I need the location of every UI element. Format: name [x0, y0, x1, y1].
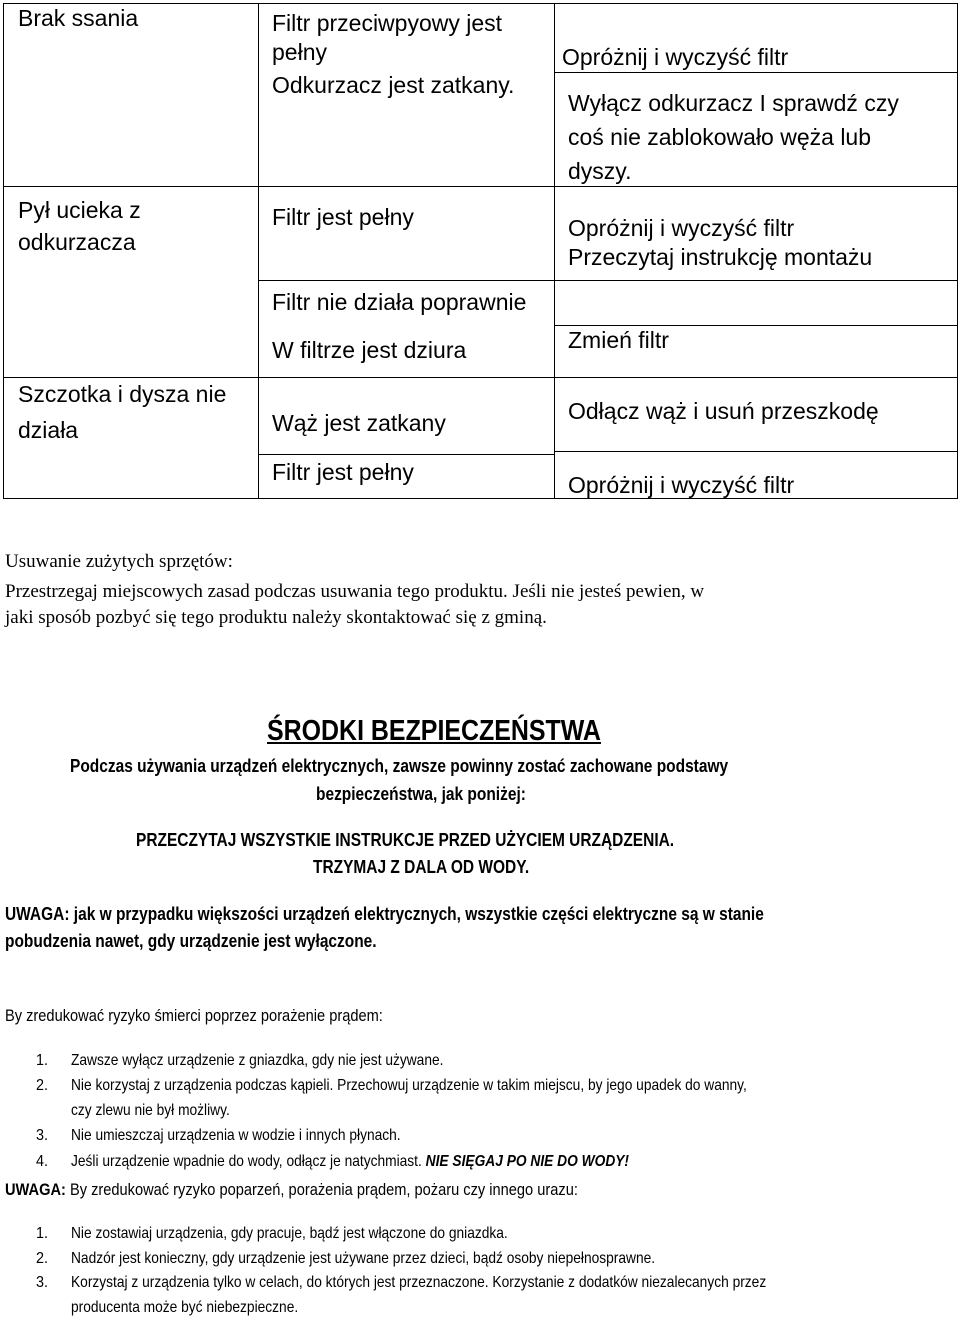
- list-item: Zawsze wyłącz urządzenie z gniazdka, gdy nie jest używane.: [71, 1052, 444, 1069]
- problem-no-suction: Brak ssania: [18, 5, 139, 31]
- disposal-text-line2: jaki sposób pozbyć się tego produktu należy skontaktować się z gminą.: [5, 607, 547, 628]
- cause-hose-clogged: Wąż jest zatkany: [272, 410, 446, 436]
- burn-warning-text: By zredukować ryzyko poparzeń, porażenia prądem, pożaru czy innego urazu:: [65, 1180, 578, 1199]
- list-item: Korzystaj z urządzenia tylko w celach, do których jest przeznaczone. Korzystanie z dodatków niezalecanych przez: [71, 1274, 767, 1291]
- warning-line2: pobudzenia nawet, gdy urządzenie jest wyłączone.: [5, 931, 377, 951]
- cause-filter-full: Filtr jest pełny: [272, 204, 414, 230]
- list-item: Nie korzystaj z urządzenia podczas kąpieli. Przechowuj urządzenie w takim miejscu, by jego upadek do wanny,: [71, 1077, 747, 1094]
- solution-empty-clean-filter: Opróżnij i wyczyść filtr: [562, 44, 789, 70]
- list-number: 3.: [36, 1274, 49, 1291]
- disposal-heading: Usuwanie zużytych sprzętów:: [5, 551, 233, 572]
- problem-dust-escapes-line1: Pył ucieka z: [18, 197, 141, 223]
- cause-filter-full-2: Filtr jest pełny: [272, 459, 414, 485]
- burn-warning: [5, 1179, 578, 1200]
- water-emphasis: NIE SIĘGAJ PO NIE DO WODY!: [425, 1153, 630, 1170]
- keep-away-water-notice: TRZYMAJ Z DALA OD WODY.: [313, 857, 530, 877]
- solution-empty-clean-filter-2: Opróżnij i wyczyść filtr: [568, 215, 795, 241]
- list-number: 3.: [36, 1127, 49, 1144]
- list-item-text: Jeśli urządzenie wpadnie do wody, odłącz je natychmiast.: [71, 1153, 426, 1170]
- list-number: 1.: [36, 1225, 49, 1242]
- list-item: Nadzór jest konieczny, gdy urządzenie jest używane przez dzieci, bądź osoby niepełnosprawne.: [71, 1250, 656, 1267]
- list-item: Nie umieszczaj urządzenia w wodzie i innych płynach.: [71, 1127, 401, 1144]
- safety-intro-line1: Podczas używania urządzeń elektrycznych, zawsze powinny zostać zachowane podstawy: [70, 756, 729, 776]
- disposal-text-line1: Przestrzegaj miejscowych zasad podczas usuwania tego produktu. Jeśli nie jesteś pewien, w: [5, 581, 705, 602]
- solution-check-hose-line3: dyszy.: [568, 158, 632, 184]
- cause-filter-hole: W filtrze jest dziura: [272, 337, 467, 363]
- troubleshooting-table: [0, 0, 960, 500]
- list-item-continued: producenta może być niebezpieczne.: [71, 1299, 299, 1316]
- cause-filter-malfunction: Filtr nie działa poprawnie: [272, 289, 527, 315]
- list-number: 1.: [36, 1052, 49, 1069]
- list-number: 2.: [36, 1077, 49, 1094]
- solution-check-hose-line2: coś nie zablokowało węża lub: [568, 124, 872, 150]
- solution-empty-clean-filter-3: Opróżnij i wyczyść filtr: [568, 472, 795, 498]
- list-item: [71, 1152, 629, 1172]
- solution-change-filter: Zmień filtr: [568, 327, 669, 353]
- problem-brush-not-working-line2: działa: [18, 417, 79, 443]
- problem-dust-escapes-line2: odkurzacza: [18, 229, 136, 255]
- read-instructions-notice: PRZECZYTAJ WSZYSTKIE INSTRUKCJE PRZED UŻYCIEM URZĄDZENIA.: [136, 830, 675, 850]
- solution-disconnect-hose: Odłącz wąż i usuń przeszkodę: [568, 398, 879, 424]
- safety-title: ŚRODKI BEZPIECZEŃSTWA: [267, 715, 601, 747]
- safety-intro-line2: bezpieczeństwa, jak poniżej:: [316, 784, 526, 804]
- warning-line1: UWAGA: jak w przypadku większości urządzeń elektrycznych, wszystkie części elektryczne są w stanie: [5, 904, 764, 924]
- list-item: Nie zostawiaj urządzenia, gdy pracuje, bądź jest włączone do gniazdka.: [71, 1225, 508, 1242]
- cause-vacuum-clogged: Odkurzacz jest zatkany.: [272, 72, 515, 98]
- cause-filter-full-line1: Filtr przeciwpyowy jest: [272, 10, 503, 36]
- problem-brush-not-working-line1: Szczotka i dysza nie: [18, 381, 227, 407]
- shock-heading: By zredukować ryzyko śmierci poprzez porażenie prądem:: [5, 1006, 383, 1025]
- list-number: 4.: [36, 1153, 49, 1170]
- solution-check-hose-line1: Wyłącz odkurzacz I sprawdź czy: [568, 90, 899, 116]
- list-number: 2.: [36, 1250, 49, 1267]
- cause-filter-full-line2: pełny: [272, 39, 327, 65]
- burn-warning-label: UWAGA:: [5, 1180, 66, 1199]
- list-item-continued: czy zlewu nie był możliwy.: [71, 1102, 230, 1119]
- solution-read-assembly: Przeczytaj instrukcję montażu: [568, 244, 873, 270]
